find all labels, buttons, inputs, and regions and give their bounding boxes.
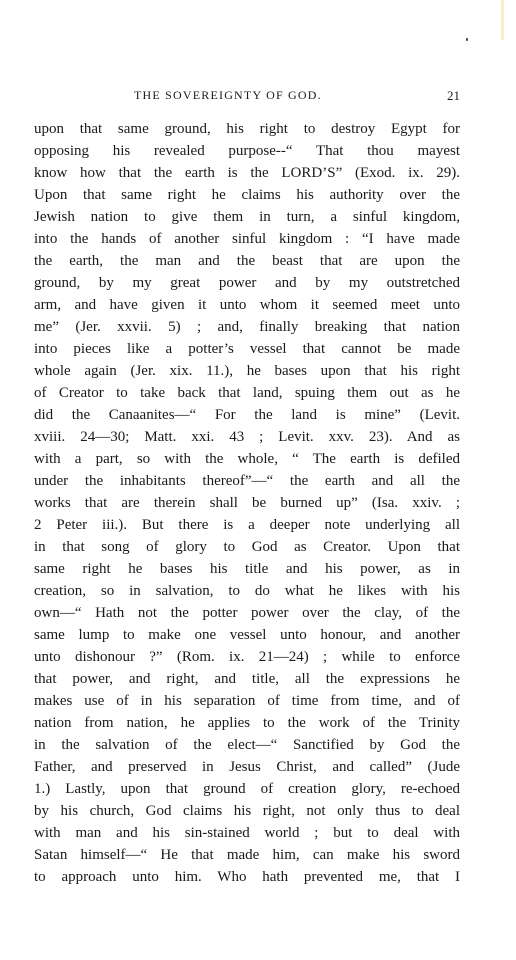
text-line: upon that same ground, his right to destroy Egypt for <box>34 121 460 137</box>
text-line: with a part, so with the whole, “ The earth is defiled <box>34 451 460 467</box>
text-line: arm, and have given it unto whom it seemed meet unto <box>34 297 460 313</box>
text-line: me” (Jer. xxvii. 5) ; and, finally breaking that nation <box>34 319 460 335</box>
text-line: same right he bases his title and his power, as in <box>34 561 460 577</box>
text-line: did the Canaanites—“ For the land is mine” (Levit. <box>34 407 460 423</box>
text-line: in the salvation of the elect—“ Sanctified by God the <box>34 737 460 753</box>
text-line: by his church, God claims his right, not only thus to deal <box>34 803 460 819</box>
text-line: makes use of in his separation of time from time, and of <box>34 693 460 709</box>
text-line: nation from nation, he applies to the work of the Trinity <box>34 715 460 731</box>
text-line: that power, and right, and title, all the expressions he <box>34 671 460 687</box>
text-line: own—“ Hath not the potter power over the clay, of the <box>34 605 460 621</box>
text-line: creation, so in salvation, to do what he likes with his <box>34 583 460 599</box>
text-line: into pieces like a potter’s vessel that cannot be made <box>34 341 460 357</box>
text-line: Jewish nation to give them in turn, a sinful kingdom, <box>34 209 460 225</box>
text-line: know how that the earth is the LORD’S” (Exod. ix. 29). <box>34 165 460 181</box>
text-line: Upon that same right he claims his authority over the <box>34 187 460 203</box>
body-text <box>34 118 460 888</box>
text-line: unto dishonour ?” (Rom. ix. 21—24) ; while to enforce <box>34 649 460 665</box>
text-line: works that are therein shall be burned up” (Isa. xxiv. ; <box>34 495 460 511</box>
text-line: in that song of glory to God as Creator. Upon that <box>34 539 460 555</box>
text-line: the earth, the man and the beast that are upon the <box>34 253 460 269</box>
text-line: xviii. 24—30; Matt. xxi. 43 ; Levit. xxv. 23). And as <box>34 429 460 445</box>
text-line: same lump to make one vessel unto honour, and another <box>34 627 460 643</box>
text-line: into the hands of another sinful kingdom : “I have made <box>34 231 460 247</box>
page-header <box>34 88 460 108</box>
text-line: of Creator to take back that land, spuing them out as he <box>34 385 460 401</box>
page-number: 21 <box>447 88 460 103</box>
text-line: with man and his sin-stained world ; but to deal with <box>34 825 460 841</box>
ink-speck <box>466 38 468 41</box>
text-line: 2 Peter iii.). But there is a deeper note underlying all <box>34 517 460 533</box>
page-edge <box>501 0 504 40</box>
text-line: under the inhabitants thereof”—“ the earth and all the <box>34 473 460 489</box>
text-line: 1.) Lastly, upon that ground of creation glory, re-echoed <box>34 781 460 797</box>
text-line: whole again (Jer. xix. 11.), he bases upon that his right <box>34 363 460 379</box>
text-line: ground, by my great power and by my outstretched <box>34 275 460 291</box>
text-line: to approach unto him. Who hath prevented me, that I <box>34 869 460 885</box>
text-line: opposing his revealed purpose--“ That thou mayest <box>34 143 460 159</box>
text-line: Satan himself—“ He that made him, can make his sword <box>34 847 460 863</box>
text-line: Father, and preserved in Jesus Christ, and called” (Jude <box>34 759 460 775</box>
running-title: THE SOVEREIGNTY OF GOD. <box>134 88 322 102</box>
